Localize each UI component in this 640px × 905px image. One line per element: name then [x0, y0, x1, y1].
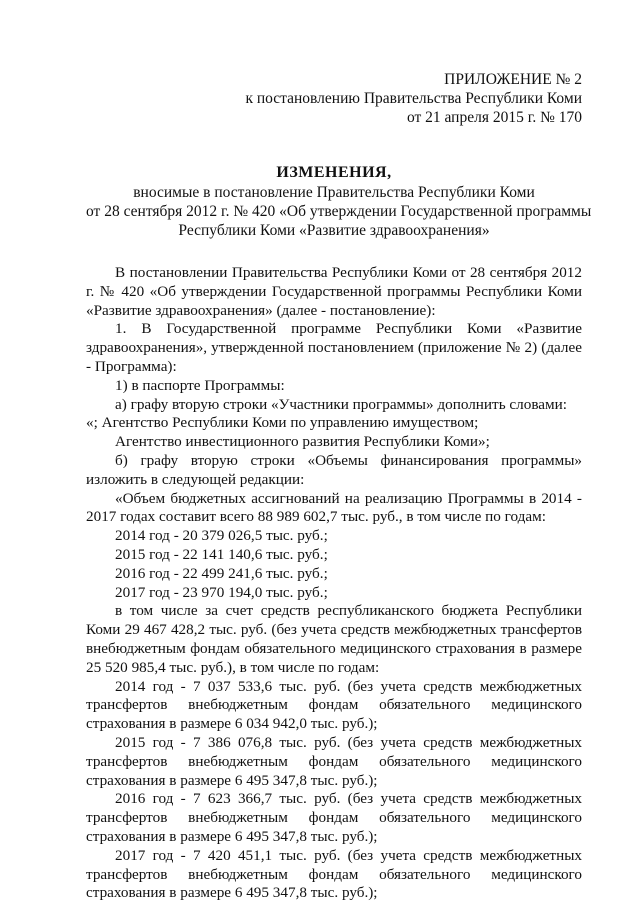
- item-a-quote-1: «; Агентство Республики Коми по управлению имуществом;: [86, 414, 479, 432]
- rb-2016-paragraph: 2016 год - 7 623 366,7 тыс. руб. (без учета средств межбюджетных трансфертов внебюджетным фондам обязательного медицинского страхования в размере 6 495 347,8 тыс. руб.);: [86, 790, 582, 845]
- item-a-quote-2: Агентство инвестиционного развития Республики Коми»;: [115, 433, 490, 451]
- rb-2014-paragraph: 2014 год - 7 037 533,6 тыс. руб. (без учета средств межбюджетных трансфертов внебюджетным фондам обязательного медицинского страхования в размере 6 034 942,0 тыс. руб.);: [86, 677, 582, 733]
- republic-budget-paragraph: в том числе за счет средств республиканского бюджета Республики Коми 29 467 428,2 тыс. руб. (без учета средств межбюджетных трансфертов внебюджетным фондам обязательного медицинского страхования в размере 25 520 985,4 тыс. руб.), в том числе по годам:: [86, 602, 582, 676]
- heading-subtitle-3: Республики Коми «Развитие здравоохранения»: [178, 222, 490, 239]
- item-a-paragraph: а) графу вторую строки «Участники программы» дополнить словами:: [115, 395, 567, 413]
- heading-subtitle-1: вносимые в постановление Правительства Республики Коми: [133, 184, 535, 201]
- document-title: ИЗМЕНЕНИЯ,: [276, 164, 392, 181]
- document-body: [86, 264, 582, 903]
- annex-number: ПРИЛОЖЕНИЕ № 2: [444, 71, 582, 88]
- year-2016-line: 2016 год - 22 499 241,6 тыс. руб.;: [115, 564, 328, 582]
- intro-paragraph: В постановлении Правительства Республики Коми от 28 сентября 2012 г. № 420 «Об утверждении Государственной программы Республики Коми «Развитие здравоохранения» (далее - постановление):: [86, 264, 582, 319]
- volume-paragraph: «Объем бюджетных ассигнований на реализацию Программы в 2014 - 2017 годах составит всего 88 989 602,7 тыс. руб., в том числе по годам:: [86, 489, 582, 526]
- annex-block: [86, 70, 582, 127]
- year-2014-line: 2014 год - 20 379 026,5 тыс. руб.;: [115, 527, 328, 545]
- annex-reference: к постановлению Правительства Республики Коми: [245, 90, 582, 107]
- heading-subtitle-2: от 28 сентября 2012 г. № 420 «Об утверждении Государственной программы: [86, 203, 592, 220]
- item-1-1-paragraph: 1) в паспорте Программы:: [115, 376, 285, 394]
- rb-2015-paragraph: 2015 год - 7 386 076,8 тыс. руб. (без учета средств межбюджетных трансфертов внебюджетным фондам обязательного медицинского страхования в размере 6 495 347,8 тыс. руб.);: [86, 733, 582, 789]
- rb-2017-paragraph: 2017 год - 7 420 451,1 тыс. руб. (без учета средств межбюджетных трансфертов внебюджетным фондам обязательного медицинского страхования в размере 6 495 347,8 тыс. руб.);: [86, 846, 582, 902]
- item-1-paragraph: 1. В Государственной программе Республики Коми «Развитие здравоохранения», утвержденной постановлением (приложение № 2) (далее - Программа):: [86, 320, 582, 375]
- item-b-paragraph: б) графу вторую строки «Объемы финансирования программы» изложить в следующей редакции:: [86, 451, 582, 488]
- document-heading: [86, 163, 592, 240]
- annex-date: от 21 апреля 2015 г. № 170: [406, 109, 582, 126]
- year-2015-line: 2015 год - 22 141 140,6 тыс. руб.;: [115, 545, 328, 563]
- year-2017-line: 2017 год - 23 970 194,0 тыс. руб.;: [115, 583, 328, 601]
